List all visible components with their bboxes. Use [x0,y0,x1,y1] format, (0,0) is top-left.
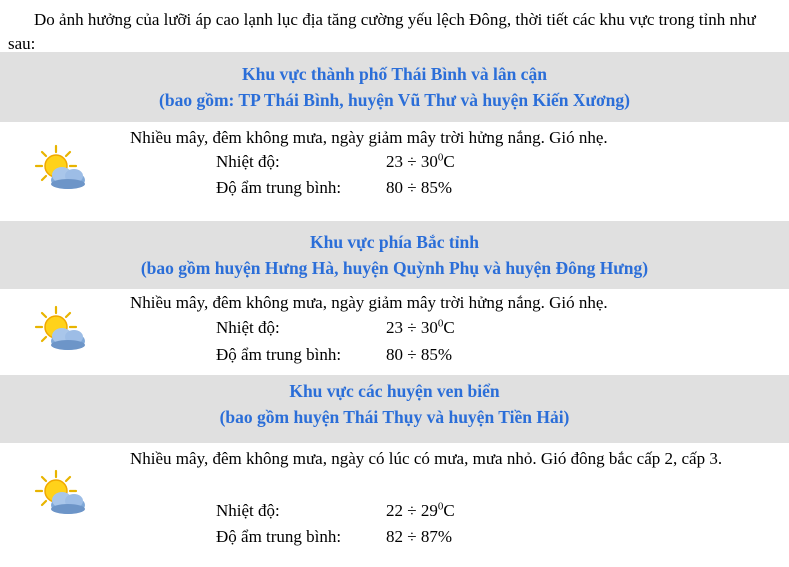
region-header [0,52,789,122]
degree-mark: 0 [437,151,444,164]
temperature-row [216,316,455,340]
forecast-description: Nhiều mây, đêm không mưa, ngày có lúc có mưa, mưa nhỏ. Gió đông bắc cấp 2, cấp 3. [130,449,723,468]
humidity-row [216,525,452,549]
humidity-value: 80 ÷ 85% [386,345,452,364]
temperature-scale: C [443,501,455,520]
temperature-label: Nhiệt độ: [216,501,280,520]
region-body [0,443,789,567]
degree-mark: 0 [437,317,444,330]
temperature-scale: C [443,152,455,171]
humidity-value: 82 ÷ 87% [386,527,452,546]
humidity-label: Độ ẩm trung bình: [216,178,342,197]
region-body [0,289,789,375]
sun-cloud-icon [34,305,88,353]
temperature-scale: C [443,318,455,337]
region-subtitle: (bao gồm: TP Thái Bình, huyện Vũ Thư và huyện Kiến Xương) [159,90,630,110]
temperature-value: 23 ÷ 30 [386,318,438,337]
temperature-label: Nhiệt độ: [216,318,280,337]
degree-mark: 0 [437,500,444,513]
sun-cloud-icon [34,469,88,517]
intro-text: Do ảnh hưởng của lưỡi áp cao lạnh lục địa tăng cường yếu lệch Đông, thời tiết các khu vực trong tỉnh như sau: [8,10,756,53]
region-title: Khu vực thành phố Thái Bình và lân cận [242,64,547,84]
region-header [0,221,789,289]
temperature-value: 23 ÷ 30 [386,152,438,171]
humidity-label: Độ ẩm trung bình: [216,527,342,546]
region-subtitle: (bao gồm huyện Thái Thụy và huyện Tiền Hải) [219,407,570,427]
temperature-row [216,150,455,174]
humidity-row [216,176,452,200]
forecast-description: Nhiều mây, đêm không mưa, ngày giảm mây trời hửng nắng. Gió nhẹ. [130,293,608,312]
temperature-row [216,499,455,523]
humidity-row [216,343,452,367]
sun-cloud-icon [34,144,88,192]
temperature-value: 22 ÷ 29 [386,501,438,520]
region-subtitle: (bao gồm huyện Hưng Hà, huyện Quỳnh Phụ và huyện Đông Hưng) [140,258,649,278]
region-body [0,122,789,221]
forecast-description: Nhiều mây, đêm không mưa, ngày giảm mây trời hửng nắng. Gió nhẹ. [130,128,608,147]
region-header [0,375,789,443]
region-title: Khu vực các huyện ven biển [289,381,500,401]
region-title: Khu vực phía Bắc tỉnh [309,232,480,252]
temperature-label: Nhiệt độ: [216,152,280,171]
humidity-value: 80 ÷ 85% [386,178,452,197]
humidity-label: Độ ẩm trung bình: [216,345,342,364]
